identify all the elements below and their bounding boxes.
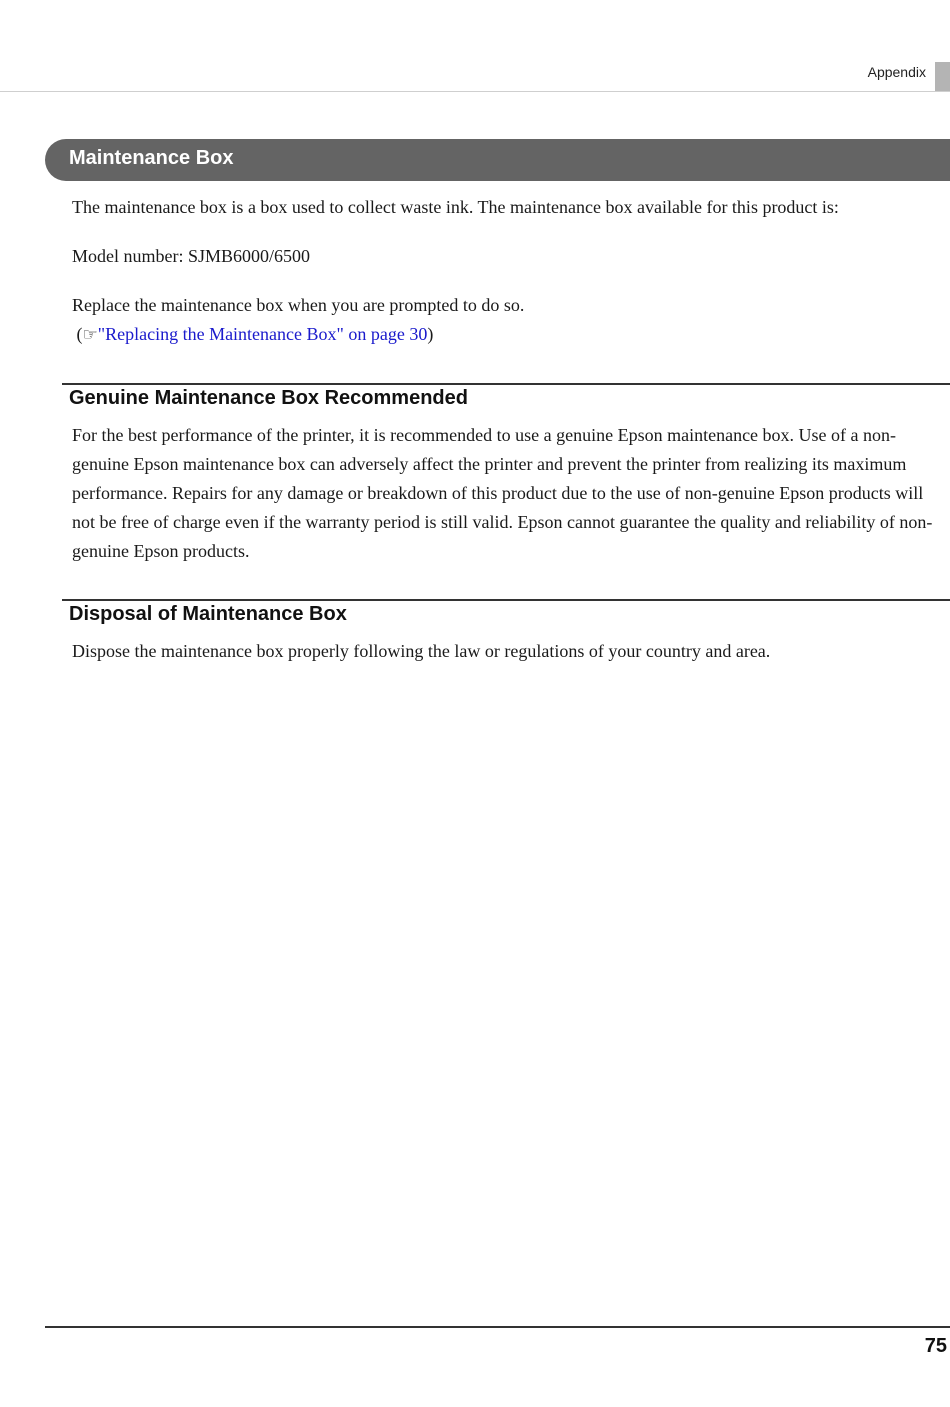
pointing-hand-icon: ☞ xyxy=(82,325,98,345)
reference-line xyxy=(72,324,433,344)
disposal-section-divider xyxy=(62,599,950,601)
section-title-bar xyxy=(45,139,950,181)
reference-open-paren: ( xyxy=(76,324,83,344)
replace-text: Replace the maintenance box when you are prompted to do so. xyxy=(72,295,525,315)
model-number-paragraph: Model number: SJMB6000/6500 xyxy=(72,246,311,266)
genuine-section-title: Genuine Maintenance Box Recommended xyxy=(69,387,468,409)
footer-divider xyxy=(45,1326,950,1328)
disposal-paragraph: Dispose the maintenance box properly following the law or regulations of your country and area. xyxy=(72,641,771,661)
intro-paragraph: The maintenance box is a box used to collect waste ink. The maintenance box available for this product is: xyxy=(72,197,839,217)
reference-close-paren: ) xyxy=(427,324,434,344)
header-divider xyxy=(0,91,950,92)
header-section-label: Appendix xyxy=(867,64,926,80)
replace-paragraph xyxy=(72,291,946,350)
replacing-maintenance-box-link[interactable]: "Replacing the Maintenance Box" on page 30 xyxy=(97,324,428,344)
disposal-section-title: Disposal of Maintenance Box xyxy=(69,603,347,625)
genuine-section-divider xyxy=(62,383,950,385)
page-title: Maintenance Box xyxy=(69,147,234,169)
header-tab-marker xyxy=(935,62,950,91)
page-number: 75 xyxy=(924,1335,947,1357)
genuine-paragraph: For the best performance of the printer, it is recommended to use a genuine Epson maintenance box. Use of a non-genuine Epson maintenance box can adversely affect the printer and prevent the printer from realizing its maximum performance. Repairs for any damage or breakdown of this product due to the use of non-genuine Epson products will not be free of charge even if the warranty period is still valid. Epson cannot guarantee the quality and reliability of non-genuine Epson products. xyxy=(72,425,933,561)
